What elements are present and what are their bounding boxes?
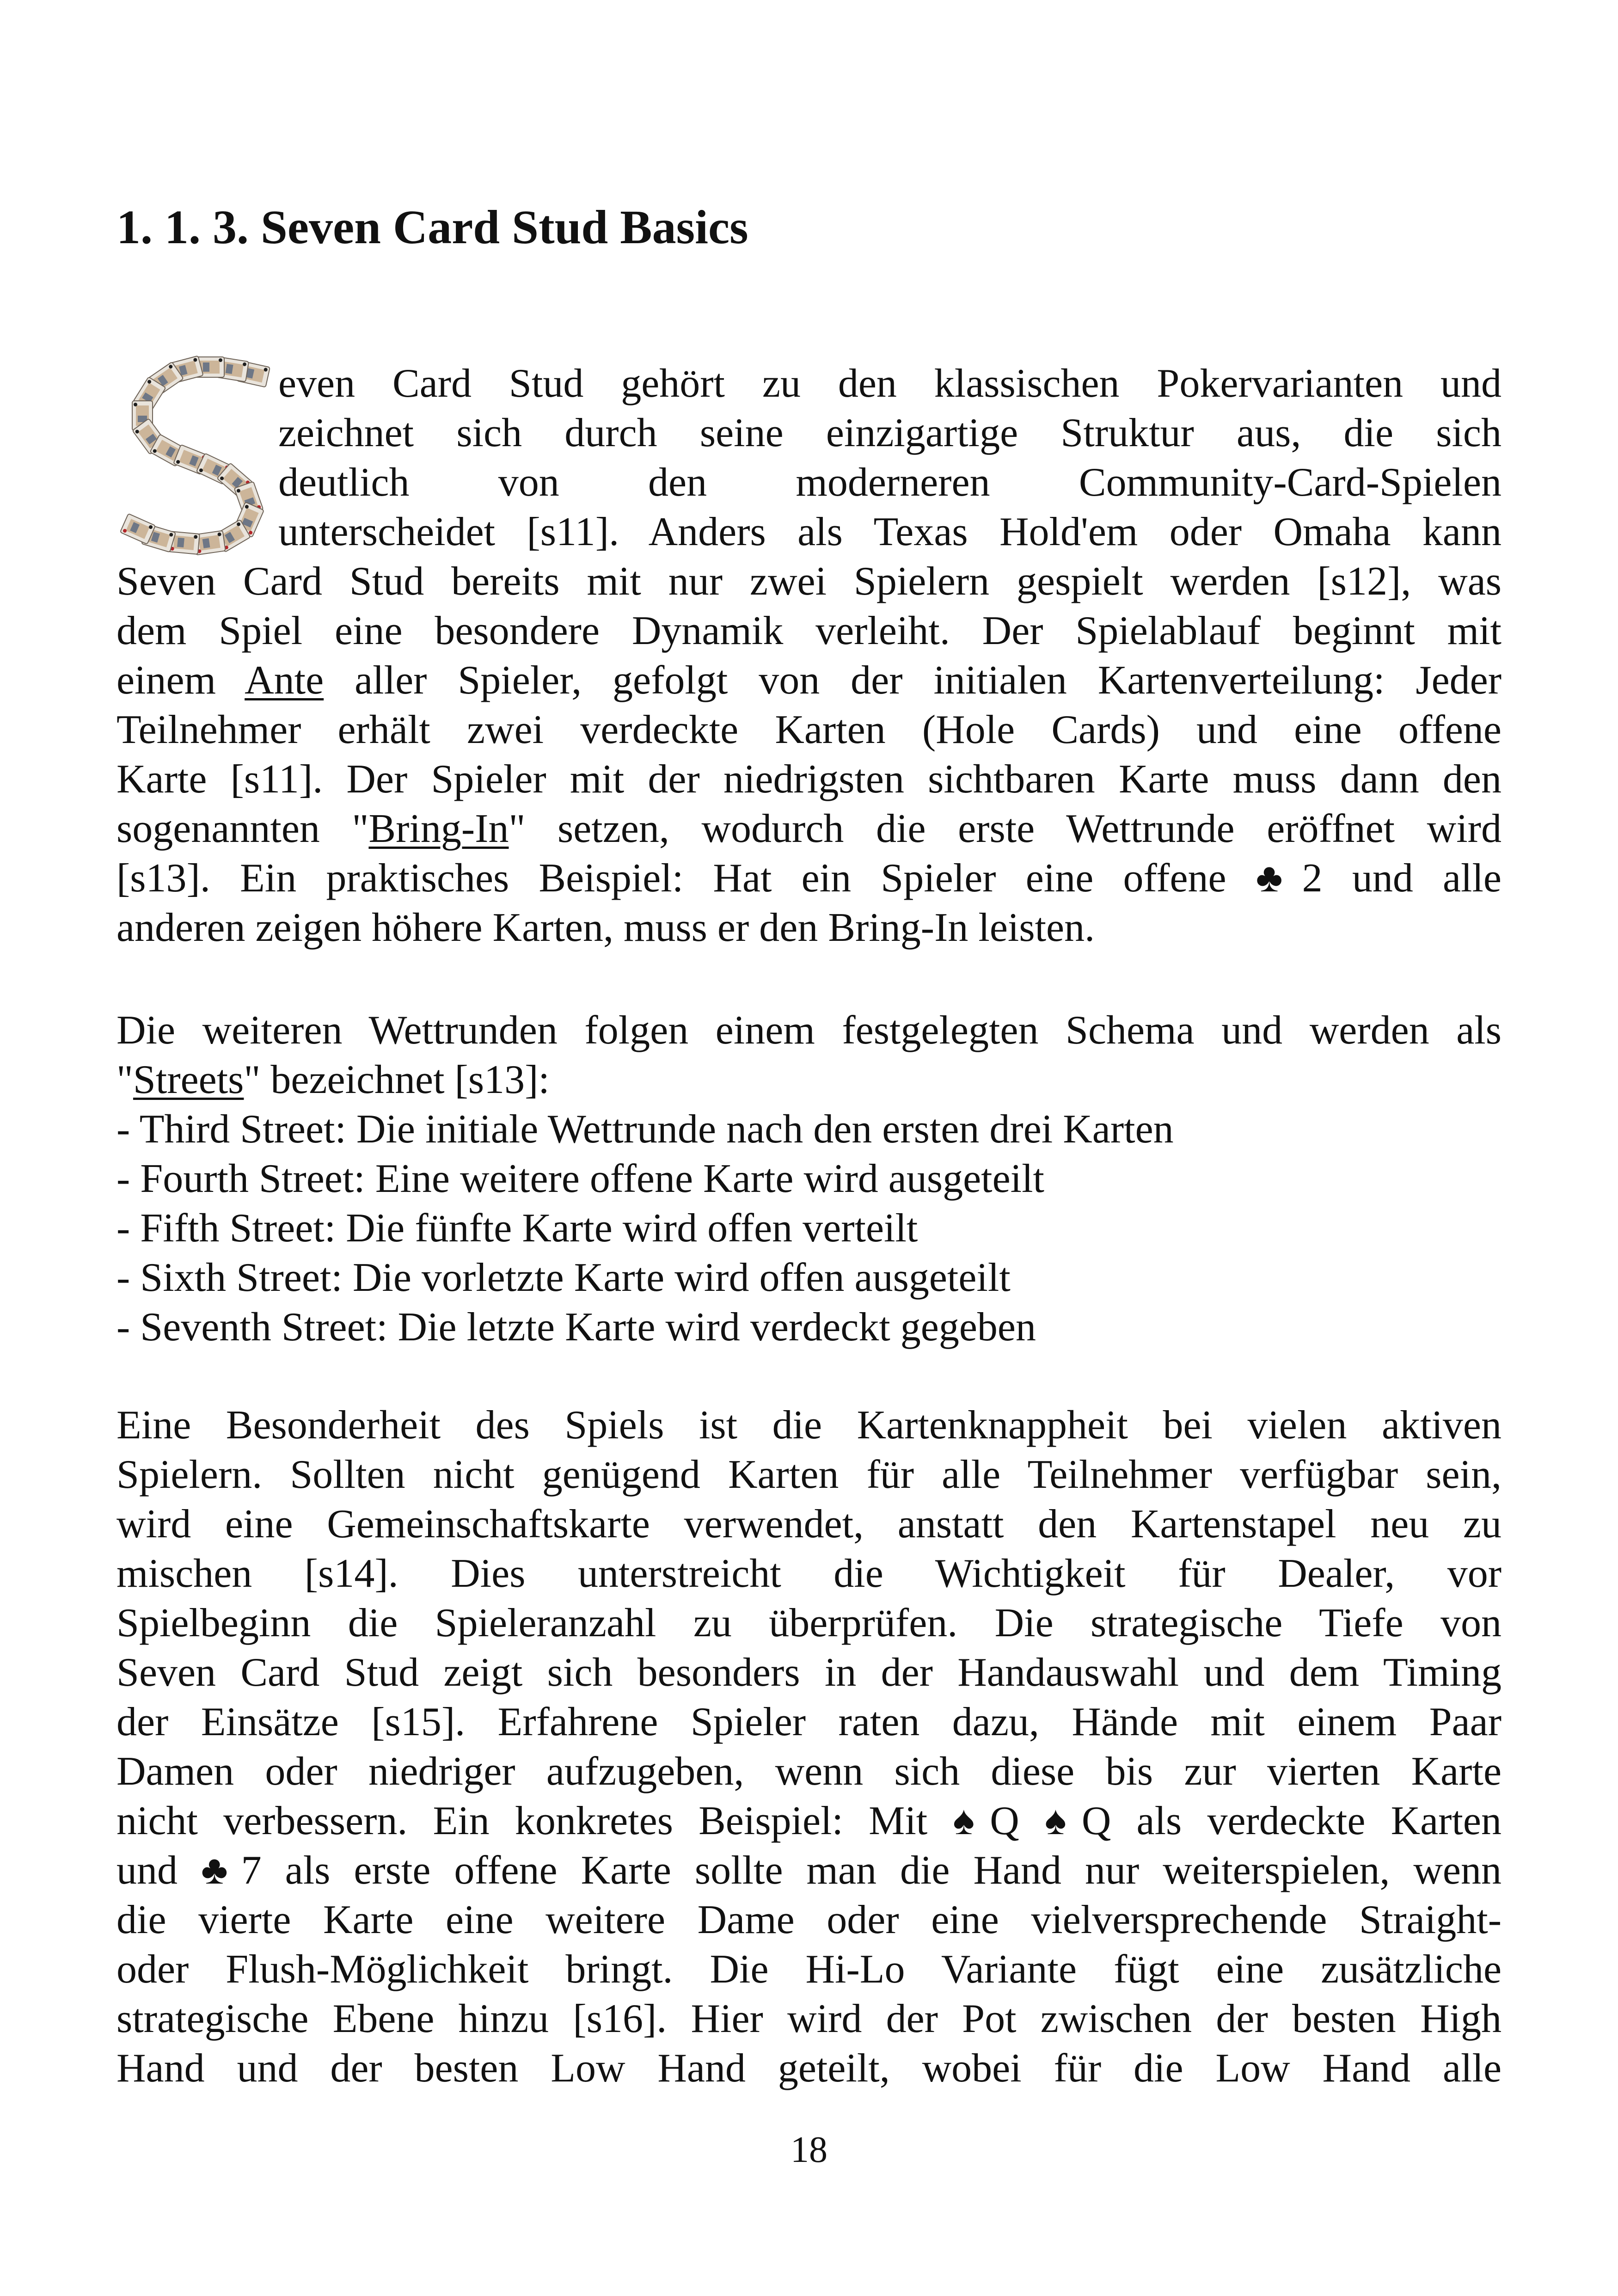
- streets-list: [116, 1105, 1502, 1352]
- text-line: Eine Besonderheit des Spiels ist die Kartenknappheit bei vielen aktiven: [116, 1403, 1502, 1448]
- text-line: [s13]. Ein praktisches Beispiel: Hat ein Spieler eine offene ♣2 und alle: [116, 856, 1502, 901]
- text-line: anderen zeigen höhere Karten, muss er den Bring-In leisten.: [116, 905, 1095, 950]
- text-line: Die weiteren Wettrunden folgen einem festgelegten Schema und werden als: [116, 1008, 1502, 1053]
- list-item: - Third Street: Die initiale Wettrunde nach den ersten drei Karten: [116, 1107, 1174, 1152]
- paragraph-intro: [116, 359, 1502, 952]
- text-line: Seven Card Stud zeigt sich besonders in der Handauswahl und dem Timing: [116, 1650, 1502, 1695]
- text-segment: aller Spieler, gefolgt von der initialen Kartenverteilung: Jeder: [324, 658, 1502, 703]
- text-line: mischen [s14]. Dies unterstreicht die Wichtigkeit für Dealer, vor: [116, 1551, 1502, 1596]
- text-line: der Einsätze [s15]. Erfahrene Spieler raten dazu, Hände mit einem Paar: [116, 1700, 1502, 1744]
- list-item: - Seventh Street: Die letzte Karte wird verdeckt gegeben: [116, 1305, 1036, 1350]
- section-heading: 1. 1. 3. Seven Card Stud Basics: [116, 201, 748, 254]
- list-item: - Fifth Street: Die fünfte Karte wird offen verteilt: [116, 1206, 918, 1251]
- text-line: Teilnehmer erhält zwei verdeckte Karten (Hole Cards) und eine offene: [116, 707, 1502, 752]
- text-line: Spielbeginn die Spieleranzahl zu überprüfen. Die strategische Tiefe von: [116, 1601, 1502, 1645]
- text-segment: ": [116, 1057, 133, 1102]
- paragraph-strategy: [116, 1400, 1502, 2093]
- text-line: dem Spiel eine besondere Dynamik verleiht. Der Spielablauf beginnt mit: [116, 608, 1502, 653]
- page-number: 18: [791, 2130, 827, 2170]
- text-line: oder Flush-Möglichkeit bringt. Die Hi-Lo Variante fügt eine zusätzliche: [116, 1947, 1502, 1992]
- bring-in-link[interactable]: Bring-In: [368, 806, 509, 851]
- text-line: und ♣7 als erste offene Karte sollte man die Hand nur weiterspielen, wenn: [116, 1848, 1502, 1893]
- text-line: Karte [s11]. Der Spieler mit der niedrigsten sichtbaren Karte muss dann den: [116, 757, 1502, 802]
- text-line: strategische Ebene hinzu [s16]. Hier wird der Pot zwischen der besten High: [116, 1996, 1502, 2041]
- text-line: Hand und der besten Low Hand geteilt, wobei für die Low Hand alle: [116, 2046, 1502, 2091]
- ante-link[interactable]: Ante: [245, 658, 324, 703]
- text-line: [116, 804, 1502, 853]
- text-line: wird eine Gemeinschaftskarte verwendet, anstatt den Kartenstapel neu zu: [116, 1502, 1502, 1547]
- text-line: Spielern. Sollten nicht genügend Karten für alle Teilnehmer verfügbar sein,: [116, 1452, 1502, 1497]
- text-line: Damen oder niedriger aufzugeben, wenn sich diese bis zur vierten Karte: [116, 1749, 1502, 1794]
- text-segment: " bezeichnet [s13]:: [244, 1057, 550, 1102]
- text-segment: einem: [116, 658, 245, 703]
- text-segment: " setzen, wodurch die erste Wettrunde eröffnet wird: [509, 806, 1502, 851]
- text-line: nicht verbessern. Ein konkretes Beispiel: Mit ♠Q ♠Q als verdeckte Karten: [116, 1799, 1502, 1843]
- text-line: [116, 656, 1502, 705]
- text-line: zeichnet sich durch seine einzigartige Struktur aus, die sich: [278, 411, 1502, 455]
- text-line: even Card Stud gehört zu den klassischen Pokervarianten und: [278, 361, 1502, 406]
- streets-link[interactable]: Streets: [133, 1057, 244, 1102]
- text-line: [116, 1055, 1502, 1105]
- text-line: deutlich von den moderneren Community-Card-Spielen: [278, 460, 1502, 505]
- text-line: die vierte Karte eine weitere Dame oder eine vielversprechende Straight-: [116, 1897, 1502, 1942]
- text-line: Seven Card Stud bereits mit nur zwei Spielern gespielt werden [s12], was: [116, 559, 1502, 604]
- text-segment: sogenannten ": [116, 806, 369, 851]
- text-line: unterscheidet [s11]. Anders als Texas Hold'em oder Omaha kann: [278, 510, 1502, 554]
- paragraph-streets-intro: [116, 1006, 1502, 1105]
- dropcap-wrapped-lines: [278, 359, 1502, 557]
- list-item: - Sixth Street: Die vorletzte Karte wird offen ausgeteilt: [116, 1255, 1011, 1300]
- list-item: - Fourth Street: Eine weitere offene Karte wird ausgeteilt: [116, 1156, 1044, 1201]
